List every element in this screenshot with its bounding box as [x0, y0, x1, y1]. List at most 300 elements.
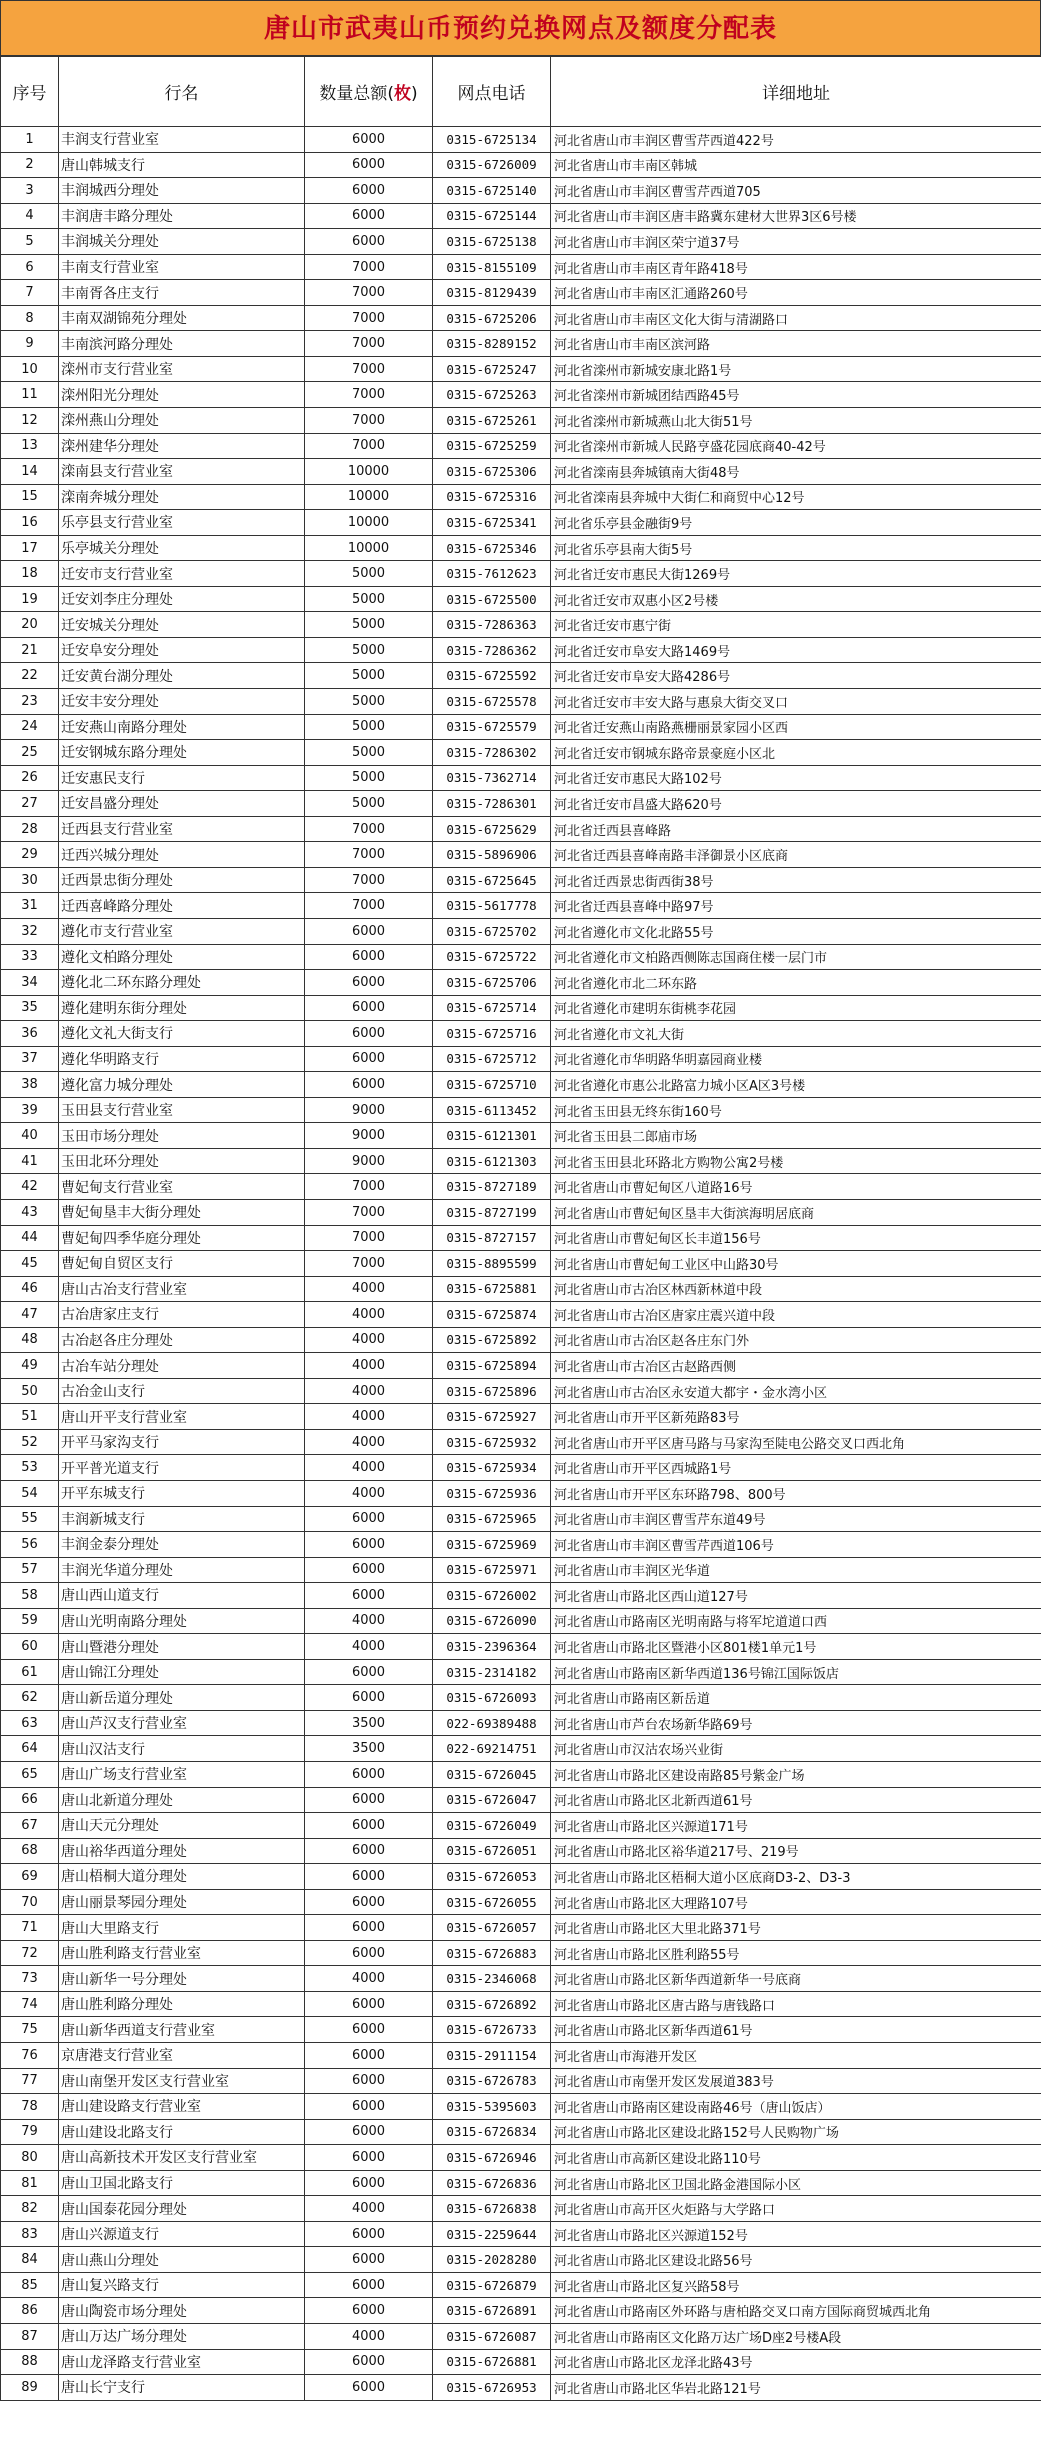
cell-phone: 0315-6726946 — [433, 2145, 551, 2171]
table-row — [1, 842, 1041, 868]
table-row — [1, 1685, 1041, 1711]
cell-branch-name: 唐山天元分理处 — [59, 1813, 305, 1839]
cell-quantity: 6000 — [305, 1506, 433, 1532]
cell-no: 53 — [1, 1455, 59, 1481]
cell-address: 河北省唐山市路北区建设南路85号紫金广场 — [551, 1762, 1041, 1788]
table-row — [1, 663, 1041, 689]
cell-branch-name: 滦州燕山分理处 — [59, 408, 305, 434]
cell-quantity: 5000 — [305, 791, 433, 817]
cell-quantity: 4000 — [305, 2196, 433, 2222]
table-row — [1, 2119, 1041, 2145]
cell-no: 77 — [1, 2068, 59, 2094]
table-row — [1, 1838, 1041, 1864]
cell-address: 河北省遵化市建明东街桃李花园 — [551, 995, 1041, 1021]
table-row — [1, 586, 1041, 612]
cell-no: 2 — [1, 152, 59, 178]
cell-branch-name: 开平马家沟支行 — [59, 1429, 305, 1455]
cell-phone: 0315-6726009 — [433, 152, 551, 178]
cell-quantity: 4000 — [305, 1353, 433, 1379]
cell-address: 河北省唐山市汉沽农场兴业街 — [551, 1736, 1041, 1762]
cell-phone: 0315-8727199 — [433, 1199, 551, 1225]
table-row — [1, 1353, 1041, 1379]
cell-no: 14 — [1, 459, 59, 485]
cell-phone: 0315-6725706 — [433, 970, 551, 996]
cell-quantity: 6000 — [305, 2221, 433, 2247]
cell-no: 6 — [1, 254, 59, 280]
cell-no: 89 — [1, 2375, 59, 2401]
cell-branch-name: 迁安刘李庄分理处 — [59, 586, 305, 612]
table-row — [1, 1532, 1041, 1558]
table-row — [1, 1813, 1041, 1839]
cell-quantity: 6000 — [305, 2017, 433, 2043]
cell-address: 河北省唐山市路北区唐古路与唐钱路口 — [551, 1991, 1041, 2017]
cell-no: 37 — [1, 1046, 59, 1072]
cell-address: 河北省唐山市开平区新苑路83号 — [551, 1404, 1041, 1430]
table-row — [1, 1199, 1041, 1225]
cell-branch-name: 遵化建明东街分理处 — [59, 995, 305, 1021]
table-row — [1, 254, 1041, 280]
table-row — [1, 1710, 1041, 1736]
cell-branch-name: 迁安惠民支行 — [59, 765, 305, 791]
cell-phone: 0315-6725579 — [433, 714, 551, 740]
cell-phone: 0315-6725965 — [433, 1506, 551, 1532]
header-quantity-suffix: ) — [411, 84, 418, 104]
table-row — [1, 408, 1041, 434]
cell-no: 26 — [1, 765, 59, 791]
header-quantity-unit: 枚 — [394, 84, 411, 104]
table-row — [1, 2043, 1041, 2069]
cell-branch-name: 丰润金泰分理处 — [59, 1532, 305, 1558]
cell-no: 27 — [1, 791, 59, 817]
cell-branch-name: 丰南双湖锦苑分理处 — [59, 305, 305, 331]
cell-quantity: 3500 — [305, 1710, 433, 1736]
cell-branch-name: 迁安燕山南路分理处 — [59, 714, 305, 740]
cell-quantity: 6000 — [305, 1787, 433, 1813]
table-row — [1, 765, 1041, 791]
table-row — [1, 2145, 1041, 2171]
cell-branch-name: 唐山燕山分理处 — [59, 2247, 305, 2273]
cell-branch-name: 曹妃甸垦丰大街分理处 — [59, 1199, 305, 1225]
table-row — [1, 1097, 1041, 1123]
cell-address: 河北省唐山市路北区大里北路371号 — [551, 1915, 1041, 1941]
table-row — [1, 791, 1041, 817]
cell-no: 16 — [1, 510, 59, 536]
cell-no: 12 — [1, 408, 59, 434]
table-body — [1, 127, 1041, 2401]
cell-phone: 0315-7286362 — [433, 637, 551, 663]
table-row — [1, 689, 1041, 715]
cell-phone: 0315-6725712 — [433, 1046, 551, 1072]
cell-address: 河北省唐山市路南区光明南路与将军坨道道口西 — [551, 1608, 1041, 1634]
table-row — [1, 2017, 1041, 2043]
cell-phone: 0315-6725874 — [433, 1302, 551, 1328]
cell-phone: 0315-2259644 — [433, 2221, 551, 2247]
cell-phone: 0315-6121301 — [433, 1123, 551, 1149]
cell-phone: 0315-6726049 — [433, 1813, 551, 1839]
cell-quantity: 7000 — [305, 893, 433, 919]
cell-phone: 022-69389488 — [433, 1710, 551, 1736]
cell-address: 河北省唐山市路北区胜利路55号 — [551, 1940, 1041, 1966]
cell-phone: 0315-5617778 — [433, 893, 551, 919]
table-row — [1, 995, 1041, 1021]
cell-branch-name: 唐山胜利路支行营业室 — [59, 1940, 305, 1966]
cell-address: 河北省滦州市新城团结西路45号 — [551, 382, 1041, 408]
cell-branch-name: 唐山陶瓷市场分理处 — [59, 2298, 305, 2324]
cell-quantity: 6000 — [305, 2170, 433, 2196]
header-name: 行名 — [59, 57, 305, 127]
cell-quantity: 5000 — [305, 663, 433, 689]
cell-address: 河北省迁安市钢城东路帝景豪庭小区北 — [551, 740, 1041, 766]
cell-branch-name: 唐山北新道分理处 — [59, 1787, 305, 1813]
cell-quantity: 6000 — [305, 1940, 433, 1966]
table-row — [1, 2196, 1041, 2222]
cell-address: 河北省唐山市路南区建设南路46号（唐山饭店） — [551, 2094, 1041, 2120]
cell-phone: 0315-6726053 — [433, 1864, 551, 1890]
cell-address: 河北省唐山市开平区唐马路与马家沟至陡电公路交叉口西北角 — [551, 1429, 1041, 1455]
table-row — [1, 1225, 1041, 1251]
cell-branch-name: 迁西兴城分理处 — [59, 842, 305, 868]
cell-no: 64 — [1, 1736, 59, 1762]
cell-address: 河北省唐山市路北区新华西道61号 — [551, 2017, 1041, 2043]
cell-quantity: 5000 — [305, 740, 433, 766]
cell-quantity: 6000 — [305, 995, 433, 1021]
cell-address: 河北省唐山市开平区西城路1号 — [551, 1455, 1041, 1481]
cell-phone: 0315-6726087 — [433, 2324, 551, 2350]
cell-branch-name: 遵化文柏路分理处 — [59, 944, 305, 970]
table-row — [1, 2324, 1041, 2350]
table-row — [1, 2349, 1041, 2375]
cell-no: 55 — [1, 1506, 59, 1532]
cell-address: 河北省唐山市路北区暨港小区801楼1单元1号 — [551, 1634, 1041, 1660]
cell-phone: 0315-6725500 — [433, 586, 551, 612]
cell-no: 75 — [1, 2017, 59, 2043]
cell-address: 河北省唐山市路北区大理路107号 — [551, 1889, 1041, 1915]
cell-no: 20 — [1, 612, 59, 638]
cell-address: 河北省迁安市阜安大路1469号 — [551, 637, 1041, 663]
table-row — [1, 459, 1041, 485]
cell-no: 28 — [1, 816, 59, 842]
cell-address: 河北省唐山市路北区西山道127号 — [551, 1583, 1041, 1609]
cell-branch-name: 遵化市支行营业室 — [59, 918, 305, 944]
cell-address: 河北省唐山市路北区龙泽北路43号 — [551, 2349, 1041, 2375]
cell-phone: 0315-6726783 — [433, 2068, 551, 2094]
cell-quantity: 4000 — [305, 1455, 433, 1481]
table-row — [1, 203, 1041, 229]
cell-quantity: 6000 — [305, 229, 433, 255]
cell-quantity: 6000 — [305, 1532, 433, 1558]
cell-quantity: 10000 — [305, 484, 433, 510]
cell-address: 河北省迁安市阜安大路4286号 — [551, 663, 1041, 689]
table-row — [1, 1557, 1041, 1583]
cell-branch-name: 丰南胥各庄支行 — [59, 280, 305, 306]
cell-branch-name: 丰润城西分理处 — [59, 178, 305, 204]
cell-quantity: 7000 — [305, 280, 433, 306]
cell-branch-name: 玉田北环分理处 — [59, 1148, 305, 1174]
table-row — [1, 1915, 1041, 1941]
table-row — [1, 1276, 1041, 1302]
cell-phone: 0315-6726057 — [433, 1915, 551, 1941]
cell-quantity: 4000 — [305, 1429, 433, 1455]
cell-phone: 0315-2314182 — [433, 1659, 551, 1685]
cell-phone: 0315-6725306 — [433, 459, 551, 485]
cell-address: 河北省迁安市惠民大路102号 — [551, 765, 1041, 791]
cell-no: 11 — [1, 382, 59, 408]
cell-address: 河北省唐山市路北区兴源道171号 — [551, 1813, 1041, 1839]
cell-branch-name: 迁西景忠街分理处 — [59, 867, 305, 893]
cell-no: 21 — [1, 637, 59, 663]
cell-no: 15 — [1, 484, 59, 510]
cell-no: 71 — [1, 1915, 59, 1941]
cell-address: 河北省唐山市路北区华岩北路121号 — [551, 2375, 1041, 2401]
cell-branch-name: 玉田市场分理处 — [59, 1123, 305, 1149]
cell-phone: 0315-6121303 — [433, 1148, 551, 1174]
cell-branch-name: 乐亭城关分理处 — [59, 535, 305, 561]
cell-address: 河北省唐山市丰润区唐丰路冀东建材大世界3区6号楼 — [551, 203, 1041, 229]
cell-phone: 0315-6725936 — [433, 1480, 551, 1506]
cell-address: 河北省唐山市曹妃甸区八道路16号 — [551, 1174, 1041, 1200]
table-row — [1, 816, 1041, 842]
cell-branch-name: 唐山建设北路支行 — [59, 2119, 305, 2145]
cell-quantity: 6000 — [305, 2068, 433, 2094]
table-row — [1, 280, 1041, 306]
cell-no: 74 — [1, 1991, 59, 2017]
cell-no: 9 — [1, 331, 59, 357]
cell-branch-name: 遵化富力城分理处 — [59, 1072, 305, 1098]
cell-quantity: 10000 — [305, 510, 433, 536]
cell-no: 25 — [1, 740, 59, 766]
table-row — [1, 1327, 1041, 1353]
cell-no: 5 — [1, 229, 59, 255]
cell-address: 河北省唐山市路北区兴源道152号 — [551, 2221, 1041, 2247]
cell-address: 河北省唐山市芦台农场新华路69号 — [551, 1710, 1041, 1736]
cell-address: 河北省乐亭县南大街5号 — [551, 535, 1041, 561]
cell-phone: 0315-6726834 — [433, 2119, 551, 2145]
cell-no: 62 — [1, 1685, 59, 1711]
header-address: 详细地址 — [551, 57, 1041, 127]
table-row — [1, 1148, 1041, 1174]
cell-branch-name: 滦南奔城分理处 — [59, 484, 305, 510]
cell-branch-name: 古冶赵各庄分理处 — [59, 1327, 305, 1353]
cell-phone: 0315-6726883 — [433, 1940, 551, 1966]
cell-branch-name: 迁安城关分理处 — [59, 612, 305, 638]
cell-no: 33 — [1, 944, 59, 970]
cell-branch-name: 古冶金山支行 — [59, 1378, 305, 1404]
table-row — [1, 918, 1041, 944]
cell-quantity: 4000 — [305, 1302, 433, 1328]
cell-branch-name: 迁安丰安分理处 — [59, 689, 305, 715]
cell-quantity: 9000 — [305, 1123, 433, 1149]
cell-quantity: 7000 — [305, 433, 433, 459]
cell-quantity: 7000 — [305, 408, 433, 434]
table-row — [1, 178, 1041, 204]
cell-phone: 0315-6725263 — [433, 382, 551, 408]
cell-address: 河北省迁安市惠宁街 — [551, 612, 1041, 638]
cell-quantity: 6000 — [305, 1685, 433, 1711]
cell-branch-name: 唐山古冶支行营业室 — [59, 1276, 305, 1302]
cell-quantity: 6000 — [305, 1915, 433, 1941]
cell-branch-name: 滦南县支行营业室 — [59, 459, 305, 485]
table-row — [1, 535, 1041, 561]
cell-no: 45 — [1, 1251, 59, 1277]
cell-address: 河北省唐山市路南区文化路万达广场D座2号楼A段 — [551, 2324, 1041, 2350]
cell-no: 31 — [1, 893, 59, 919]
cell-branch-name: 迁安钢城东路分理处 — [59, 740, 305, 766]
cell-phone: 0315-5896906 — [433, 842, 551, 868]
cell-phone: 0315-7362714 — [433, 765, 551, 791]
cell-branch-name: 唐山国泰花园分理处 — [59, 2196, 305, 2222]
cell-no: 56 — [1, 1532, 59, 1558]
table-row — [1, 637, 1041, 663]
table-row — [1, 1966, 1041, 1992]
cell-quantity: 6000 — [305, 1659, 433, 1685]
table-row — [1, 1378, 1041, 1404]
cell-address: 河北省唐山市丰南区文化大街与清湖路口 — [551, 305, 1041, 331]
cell-branch-name: 唐山南堡开发区支行营业室 — [59, 2068, 305, 2094]
cell-branch-name: 丰润支行营业室 — [59, 127, 305, 153]
cell-quantity: 6000 — [305, 2272, 433, 2298]
cell-branch-name: 迁安阜安分理处 — [59, 637, 305, 663]
cell-phone: 0315-6725140 — [433, 178, 551, 204]
cell-quantity: 6000 — [305, 127, 433, 153]
table-row — [1, 1123, 1041, 1149]
cell-phone: 0315-6725716 — [433, 1021, 551, 1047]
cell-branch-name: 玉田县支行营业室 — [59, 1097, 305, 1123]
cell-address: 河北省滦州市新城人民路亨盛花园底商40-42号 — [551, 433, 1041, 459]
cell-phone: 0315-6113452 — [433, 1097, 551, 1123]
cell-quantity: 6000 — [305, 2043, 433, 2069]
cell-quantity: 7000 — [305, 1225, 433, 1251]
cell-address: 河北省迁安燕山南路燕栅丽景家园小区西 — [551, 714, 1041, 740]
cell-quantity: 4000 — [305, 1327, 433, 1353]
table-row — [1, 1480, 1041, 1506]
cell-no: 30 — [1, 867, 59, 893]
cell-no: 80 — [1, 2145, 59, 2171]
table-row — [1, 612, 1041, 638]
cell-address: 河北省唐山市丰南区青年路418号 — [551, 254, 1041, 280]
cell-address: 河北省滦州市新城燕山北大街51号 — [551, 408, 1041, 434]
cell-phone: 0315-6726090 — [433, 1608, 551, 1634]
cell-no: 68 — [1, 1838, 59, 1864]
cell-quantity: 7000 — [305, 1251, 433, 1277]
cell-branch-name: 迁安昌盛分理处 — [59, 791, 305, 817]
table-row — [1, 331, 1041, 357]
cell-phone: 0315-6726881 — [433, 2349, 551, 2375]
cell-address: 河北省唐山市路北区建设北路56号 — [551, 2247, 1041, 2273]
cell-no: 79 — [1, 2119, 59, 2145]
cell-phone: 0315-2396364 — [433, 1634, 551, 1660]
cell-branch-name: 遵化华明路支行 — [59, 1046, 305, 1072]
cell-address: 河北省唐山市路北区卫国北路金港国际小区 — [551, 2170, 1041, 2196]
cell-phone: 0315-6725881 — [433, 1276, 551, 1302]
cell-no: 23 — [1, 689, 59, 715]
cell-address: 河北省玉田县二郎庙市场 — [551, 1123, 1041, 1149]
table-row — [1, 1021, 1041, 1047]
cell-phone: 0315-6725702 — [433, 918, 551, 944]
cell-phone: 0315-6725722 — [433, 944, 551, 970]
table-row — [1, 356, 1041, 382]
cell-address: 河北省唐山市开平区东环路798、800号 — [551, 1480, 1041, 1506]
cell-quantity: 7000 — [305, 382, 433, 408]
cell-phone: 022-69214751 — [433, 1736, 551, 1762]
table-row — [1, 229, 1041, 255]
cell-branch-name: 丰润唐丰路分理处 — [59, 203, 305, 229]
cell-branch-name: 唐山韩城支行 — [59, 152, 305, 178]
cell-no: 48 — [1, 1327, 59, 1353]
table-row — [1, 2068, 1041, 2094]
cell-quantity: 5000 — [305, 637, 433, 663]
cell-no: 40 — [1, 1123, 59, 1149]
cell-phone: 0315-6725341 — [433, 510, 551, 536]
table-row — [1, 1787, 1041, 1813]
cell-quantity: 6000 — [305, 944, 433, 970]
cell-phone: 0315-8289152 — [433, 331, 551, 357]
table-row — [1, 2272, 1041, 2298]
cell-branch-name: 京唐港支行营业室 — [59, 2043, 305, 2069]
cell-phone: 0315-6725259 — [433, 433, 551, 459]
cell-quantity: 5000 — [305, 561, 433, 587]
cell-phone: 0315-2911154 — [433, 2043, 551, 2069]
table-row — [1, 1762, 1041, 1788]
cell-no: 4 — [1, 203, 59, 229]
cell-phone: 0315-6725206 — [433, 305, 551, 331]
cell-address: 河北省遵化市文柏路西侧陈志国商住楼一层门市 — [551, 944, 1041, 970]
cell-quantity: 6000 — [305, 178, 433, 204]
cell-no: 88 — [1, 2349, 59, 2375]
cell-address: 河北省迁安市双惠小区2号楼 — [551, 586, 1041, 612]
cell-address: 河北省唐山市丰润区曹雪芹西道705 — [551, 178, 1041, 204]
cell-branch-name: 唐山万达广场分理处 — [59, 2324, 305, 2350]
cell-no: 1 — [1, 127, 59, 153]
cell-address: 河北省玉田县北环路北方购物公寓2号楼 — [551, 1148, 1041, 1174]
cell-quantity: 6000 — [305, 152, 433, 178]
cell-quantity: 4000 — [305, 1634, 433, 1660]
table-row — [1, 433, 1041, 459]
cell-branch-name: 迁安黄台湖分理处 — [59, 663, 305, 689]
cell-no: 47 — [1, 1302, 59, 1328]
cell-no: 46 — [1, 1276, 59, 1302]
cell-branch-name: 唐山兴源道支行 — [59, 2221, 305, 2247]
cell-address: 河北省滦南县奔城中大街仁和商贸中心12号 — [551, 484, 1041, 510]
table-header-row — [1, 57, 1041, 127]
cell-address: 河北省唐山市曹妃甸区长丰道156号 — [551, 1225, 1041, 1251]
cell-address: 河北省滦州市新城安康北路1号 — [551, 356, 1041, 382]
cell-quantity: 6000 — [305, 2247, 433, 2273]
cell-branch-name: 滦州建华分理处 — [59, 433, 305, 459]
cell-no: 7 — [1, 280, 59, 306]
table-row — [1, 1174, 1041, 1200]
cell-branch-name: 唐山高新技术开发区支行营业室 — [59, 2145, 305, 2171]
cell-branch-name: 丰润光华道分理处 — [59, 1557, 305, 1583]
cell-address: 河北省迁安市惠民大街1269号 — [551, 561, 1041, 587]
cell-address: 河北省迁西景忠街西街38号 — [551, 867, 1041, 893]
cell-phone: 0315-6726051 — [433, 1838, 551, 1864]
table-row — [1, 484, 1041, 510]
table-row — [1, 714, 1041, 740]
cell-phone: 0315-6725316 — [433, 484, 551, 510]
cell-no: 85 — [1, 2272, 59, 2298]
cell-no: 81 — [1, 2170, 59, 2196]
table-row — [1, 1046, 1041, 1072]
cell-phone: 0315-6725247 — [433, 356, 551, 382]
cell-phone: 0315-6725896 — [433, 1378, 551, 1404]
cell-no: 73 — [1, 1966, 59, 1992]
cell-address: 河北省唐山市南堡开发区发展道383号 — [551, 2068, 1041, 2094]
cell-branch-name: 开平东城支行 — [59, 1480, 305, 1506]
cell-no: 42 — [1, 1174, 59, 1200]
cell-quantity: 7000 — [305, 816, 433, 842]
cell-branch-name: 滦州阳光分理处 — [59, 382, 305, 408]
cell-quantity: 5000 — [305, 765, 433, 791]
